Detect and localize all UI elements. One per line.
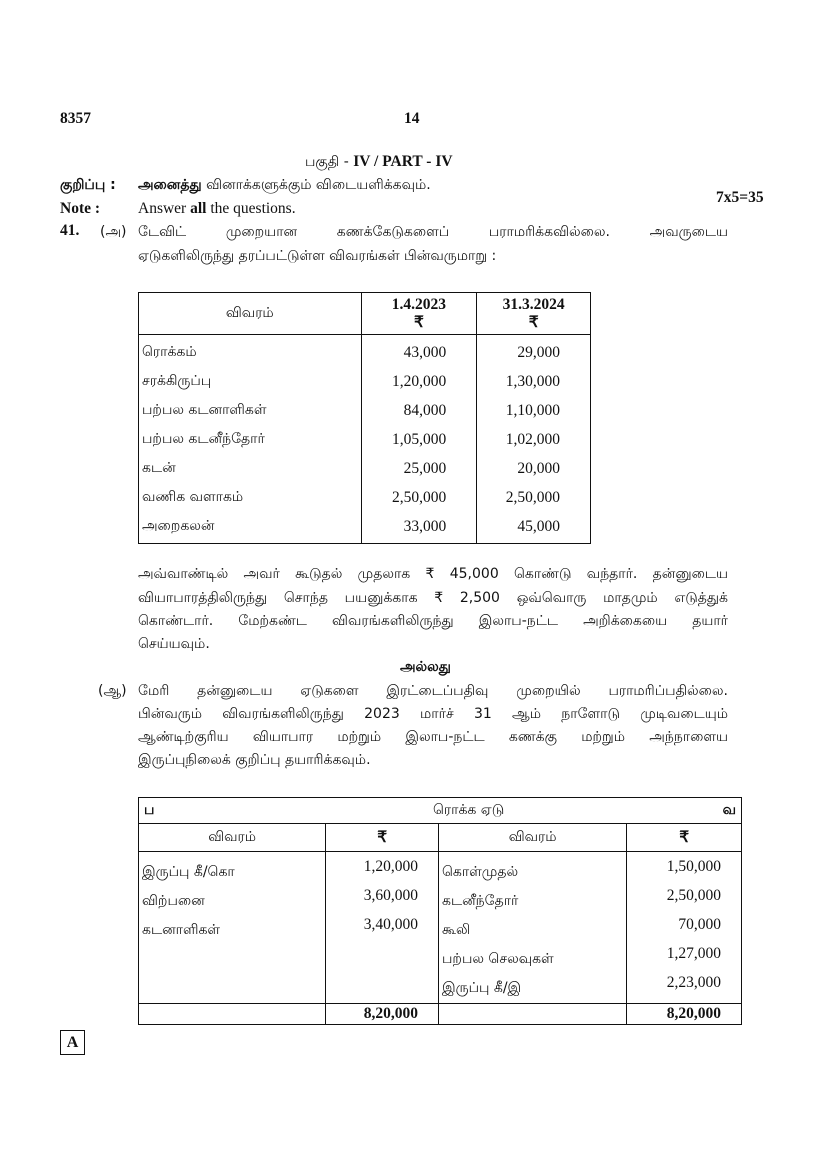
note-ta-bold: அனைத்து — [138, 177, 202, 193]
table-cell-value: 2,50,000 — [505, 489, 560, 506]
note-en-text — [138, 200, 296, 218]
credit-total-blank — [439, 1004, 627, 1025]
list-item-amount: 3,60,000 — [363, 887, 418, 904]
note-en-text-1: Answer — [138, 200, 191, 217]
part-b-line2: பின்வரும் விவரங்களிலிருந்து 2023 மார்ச் 31 ஆம் நாளோடு முடிவடையும் — [138, 706, 728, 722]
table-row-item: பற்பல கடனாளிகள் — [142, 402, 267, 418]
cash-book-title: ரொக்க ஏடு — [433, 802, 505, 818]
para-line4: செய்யவும். — [138, 636, 210, 652]
col-header-date2 — [477, 293, 591, 335]
credit-col-particulars: விவரம் — [439, 824, 627, 852]
paper-code: 8357 — [60, 110, 91, 127]
list-item-amount: 1,20,000 — [363, 858, 418, 875]
note-en-text-2: the questions. — [206, 200, 296, 217]
debit-amounts — [326, 852, 439, 1004]
table-cell-value: 1,30,000 — [505, 373, 560, 390]
date2-label: 31.3.2024 — [502, 295, 565, 313]
note-ta-rest: வினாக்களுக்கும் விடையளிக்கவும். — [206, 177, 431, 193]
table-cell-value: 1,10,000 — [505, 402, 560, 419]
cash-book-title-row — [139, 798, 742, 824]
table-cell-value: 43,000 — [403, 344, 447, 361]
debit-items — [139, 852, 326, 1004]
question-number: 41. — [60, 222, 80, 239]
credit-marker: வ — [722, 802, 736, 818]
note-ta-label: குறிப்பு : — [60, 177, 116, 193]
or-text: அல்லது — [400, 659, 451, 675]
part-b-line1: மேரி தன்னுடைய ஏடுகளை இரட்டைப்பதிவு முறையில் பராமரிப்பதில்லை. — [138, 683, 728, 699]
credit-total: 8,20,000 — [627, 1004, 742, 1025]
debit-total: 8,20,000 — [326, 1004, 439, 1025]
para-line1: அவ்வாண்டில் அவர் கூடுதல் முதலாக ₹ 45,000 கொண்டு வந்தார். தன்னுடைய — [138, 566, 728, 582]
section-title — [305, 153, 453, 172]
table-cell-value: 84,000 — [403, 402, 447, 419]
list-item-amount: 1,27,000 — [666, 945, 721, 962]
list-item: பற்பல செலவுகள் — [442, 951, 554, 967]
list-item: கூலி — [442, 922, 471, 938]
para-line3: கொண்டார். மேற்கண்ட விவரங்களிலிருந்து இலாப-நட்ட அறிக்கையை தயார் — [138, 613, 728, 629]
cash-book-table — [138, 797, 742, 1025]
list-item-amount: 2,50,000 — [666, 887, 721, 904]
table-row-item: அறைகலன் — [142, 518, 215, 534]
table-row-item: சரக்கிருப்பு — [142, 373, 212, 389]
balance-table — [138, 292, 591, 544]
table-cell-value: 25,000 — [403, 460, 447, 477]
debit-marker: ப — [144, 802, 155, 818]
currency-symbol: ₹ — [413, 313, 424, 331]
table-row-item: பற்பல கடனீந்தோர் — [142, 431, 265, 447]
booklet-code-box: A — [60, 1030, 85, 1055]
table-cell-value: 20,000 — [517, 460, 560, 477]
list-item: விற்பனை — [142, 893, 205, 909]
table-cell-value: 1,20,000 — [392, 373, 447, 390]
list-item: கடனீந்தோர் — [442, 893, 519, 909]
table-cell-value: 45,000 — [517, 518, 560, 535]
credit-items — [439, 852, 627, 1004]
part-a-line1: டேவிட் முறையான கணக்கேடுகளைப் பராமரிக்கவில்லை. அவருடைய — [138, 224, 728, 240]
list-item: கொள்முதல் — [442, 864, 519, 880]
table-row-item: கடன் — [142, 460, 176, 476]
section-title-en: IV / PART - IV — [353, 153, 453, 170]
debit-col-amount: ₹ — [326, 824, 439, 852]
items-column — [139, 335, 362, 544]
credit-col-amount: ₹ — [627, 824, 742, 852]
note-ta-text — [138, 177, 431, 195]
col-header-date1 — [361, 293, 477, 335]
col-header-particulars: விவரம் — [139, 293, 362, 335]
part-b-line4: இருப்புநிலைக் குறிப்பு தயாரிக்கவும். — [138, 752, 371, 768]
value2-column — [477, 335, 591, 544]
table-cell-value: 33,000 — [403, 518, 447, 535]
table-row-item: வணிக வளாகம் — [142, 489, 244, 505]
list-item-amount: 3,40,000 — [363, 916, 418, 933]
debit-total-blank — [139, 1004, 326, 1025]
list-item: கடனாளிகள் — [142, 922, 221, 938]
debit-col-particulars: விவரம் — [139, 824, 326, 852]
part-b-line3: ஆண்டிற்குரிய வியாபார மற்றும் இலாப-நட்ட கணக்கு மற்றும் அந்நாளைய — [138, 729, 728, 745]
list-item: இருப்பு கீ/கொ — [142, 864, 235, 880]
currency-symbol: ₹ — [528, 313, 539, 331]
date1-label: 1.4.2023 — [391, 295, 447, 313]
list-item-amount: 2,23,000 — [666, 974, 721, 991]
note-en-label: Note : — [60, 200, 101, 217]
page-number: 14 — [404, 110, 420, 127]
para-line2: வியாபாரத்திலிருந்து சொந்த பயனுக்காக ₹ 2,500 ஒவ்வொரு மாதமும் எடுத்துக் — [138, 590, 728, 606]
table-cell-value: 29,000 — [517, 344, 560, 361]
list-item-amount: 70,000 — [678, 916, 721, 933]
value1-column — [361, 335, 477, 544]
table-cell-value: 1,05,000 — [392, 431, 447, 448]
table-cell-value: 2,50,000 — [392, 489, 447, 506]
table-cell-value: 1,02,000 — [505, 431, 560, 448]
part-b-label: (ஆ) — [98, 683, 127, 699]
marks: 7x5=35 — [716, 189, 764, 206]
table-row-item: ரொக்கம் — [142, 344, 197, 360]
section-title-ta: பகுதி - — [305, 154, 354, 170]
part-a-label: (அ) — [100, 224, 127, 240]
note-en-bold: all — [190, 200, 207, 217]
list-item-amount: 1,50,000 — [666, 858, 721, 875]
list-item: இருப்பு கீ/இ — [442, 980, 522, 996]
credit-amounts — [627, 852, 742, 1004]
part-a-line2: ஏடுகளிலிருந்து தரப்பட்டுள்ள விவரங்கள் பின்வருமாறு : — [138, 248, 497, 264]
